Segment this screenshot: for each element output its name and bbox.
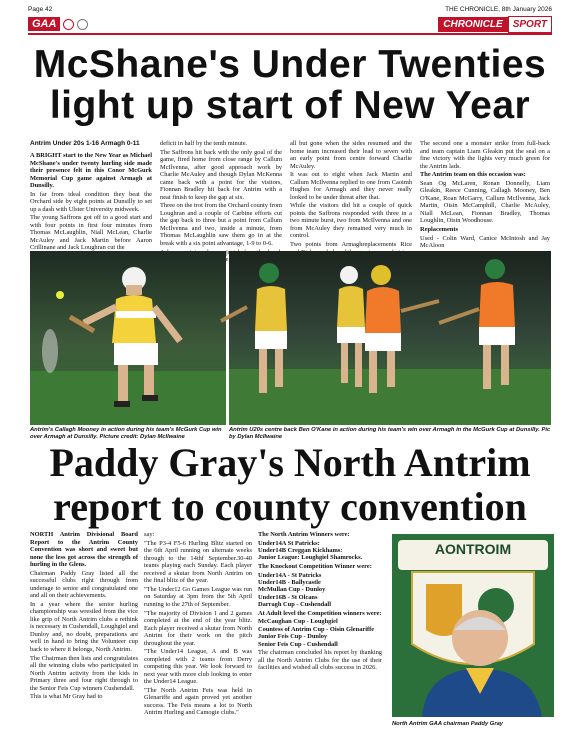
paragraph: The Knockout Competition Winner were: [258,563,372,570]
paragraph: At Adult level the Competition winners were: [258,609,382,617]
paragraph: deficit in half by the tenth minute. [160,140,248,147]
headline-line: Paddy Gray's North Antrim [49,440,531,485]
paragraph: In a year where the senior hurling championship was wrestled from the vice like grip of North Antrim clubs a rethink is necessary in Cushendall, Loughgiel and Dunloy and, no doubt, preparations are well in hand to bring the Volunteer cup back to where it belongs, North Antrim. [30,600,138,653]
headline-line: McShane's Under Twenties [33,43,547,86]
story1-column-1 [30,152,152,252]
issue-date: THE CHRONICLE, 8th January 2026 [445,5,552,13]
story1-column-4 [420,140,550,248]
paragraph: In far from ideal condition they beat the Orchard side by eight points at Dunsilly to set up a dash with Ulster University midweek. [30,190,152,213]
chairman-caption: North Antrim GAA chairman Paddy Gray [392,721,504,727]
list-item: Countess of Antrim Cup - Oisin Glenariffe [258,625,375,633]
photo-caption-left: Antrim's Callagh Mooney in action during his team's McGurk Cup win over Armagh at Dunsilly. Picture credit: Dylan McIlwaine [30,427,222,440]
paragraph: A BRIGHT start to the New Year as Michael McShane's under twenty hurling side made their presence felt in this Conor McGurk Memorial Cup game against Armagh at Dunsilly. [30,152,152,189]
list-item: Under16B - St Olcans [258,593,318,601]
headline-line: report to county convention [53,484,527,529]
paragraph: The Saffrons hit back with the only goal of the game, fired home from close range by Callum McIlvenna, after good approach work by Charlie McAuley and though Dylan McKenna came back with a point for the visitors, Fionnan Bradley hit back for Antrim with a neat finish to keep the gap at six. [160,148,282,201]
paragraph: Replacements [420,226,458,234]
paragraph: Two points from Armaghreplacements Rice [290,241,412,249]
page-header [28,4,552,14]
list-item: Under14A - St Patricks [258,571,322,579]
page-number: Page 42 [28,5,53,13]
player-illustration [30,251,226,425]
hurling-photo-left [30,251,226,425]
list-item: Under14A St Patricks: [258,539,320,547]
paragraph: all but gone when the sides resumed and the home team increased their lead to seven with an early point from centre forward Charlie McAuley. [290,140,412,170]
list-item: Under14B Creggan Kickhams: [258,547,343,554]
paragraph: Used - Colin Ward, Canice McIntosh and Jay McAloon [420,234,550,250]
story1-column-2 [160,140,282,248]
paragraph: This is what Mr Gray had to [30,693,103,701]
gaa-label: GAA [28,17,60,31]
paragraph: The second one a monster strike from full-back and team captain Liam Gleakin put the seal on a fine victory with the lights very much green for the Antrim lads. [420,140,550,170]
list-item: McCaughan Cup - Loughgiel [258,618,338,626]
paragraph: "The North Antrim Feis was held in Glenariffe and again proved yet another success. The Feis means a lot to North Antrim Hurling and Camogie clubs." [144,686,252,717]
paragraph: Three on the trot from the Orchard county from Loughran and a couple of Carbine efforts cut the gap back to three but a point from Callum McIlvenna and two, inside a minute, from Thomas McLaughlin saw them go in at the break with a six point advantage, 1-9 to 0-6. [160,202,282,247]
paragraph: The young Saffrons got off to a good start and with four points in first four minutes from Thomas McLaughlin, Niall McLean, Charlie McAuley and Jack Martin before Aaron Crillinane and Jack Loughran cut the [30,214,152,252]
paragraph: "The majority of Division 1 and 2 games completed at the end of the year blitz. Each player received a skutar from North Antrim for their work on the pitch throughout the year. [144,609,252,647]
list-item: Junior League: Loughgiel Shamrocks. [258,554,363,562]
list-item: Senior Feis Cup - Cushendall [258,640,338,648]
list-item: Under14B - Ballycastle [258,579,321,586]
aontroim-logo-text: AONTROIM [434,541,512,557]
paragraph: The North Antrim Winners were: [258,531,350,538]
story2-headline [18,441,562,529]
match-illustration [229,251,551,425]
story1-headline [20,44,560,126]
story2-column-1 [30,531,138,731]
chronicle-sport-logo [438,16,552,33]
section-bar [28,15,552,35]
sport-label: SPORT [508,16,552,33]
story2-column-2 [144,531,252,731]
paragraph: Chairman Paddy Gray listed all the successful clubs right through from underage to senior and congratulated one and all on their achievements. [30,569,138,600]
story2-column-3 [258,531,382,731]
photo-caption-right: Antrim U20s centre back Ben O'Kane in action during his team's win over Armagh in the McGurk Cup at Dunsilly. Pic by Dylan McIlwaine [229,427,551,440]
football-icon [77,19,88,30]
paragraph: say: [144,531,155,538]
paragraph: Sean Og McLaren, Ronan Donnelly, Liam Gleakin, Reece Cunning, Callagh Mooney, Ben O'Kane, Roan McGarry, Callum McIlvenna, Jack Martin, Oisin McCamphill, Charlie McAuley, Niall McLean, Fionnan Bradley, Thomas Loughlin, Oisin Woodhouse. [420,179,550,225]
story1-column-3 [290,140,412,248]
paragraph: The Chairman then lists and congratulates all the winning clubs who participated in North Antrim activity from the kids in Primary three and four right through to the Senior Feis Cup winners Cushendall. [30,654,138,692]
chronicle-label: CHRONICLE [438,17,507,32]
chairman-photo [392,534,554,717]
sliotar-icon [63,19,74,30]
gaa-logo [28,17,88,31]
list-item: Junior Feis Cup - Dunloy [258,633,328,641]
paragraph: "The Under14 League, A and B was completed with 2 teams from Derry competing this year. We look forward to next year with more club looking to enter the Under14 League. [144,648,252,686]
list-item: McMullan Cup - Dunloy [258,586,326,594]
score-strapline: Antrim Under 20s 1-16 Armagh 0-11 [30,140,140,147]
paragraph: "The Under12 Go Games League was run on Saturday at 3pm from the 5th April running to the 27th of September. [144,585,252,608]
chairman-illustration [392,534,554,717]
headline-line: light up start of New Year [49,84,531,127]
paragraph: "The P3-4 F5-6 Hurling Blitz started on the 6th April running on alternate weeks through to the 14thf September.30-40 teams playing each Sunday. Each player received a skutar from North Antrim on the final blitz of the year. [144,539,252,585]
paragraph: It was out to eight when Jack Martin and Callum McIlvenna replied to one from Caoimh Hughes for Armagh and they never really looked to be under threat after that. [290,171,412,201]
paragraph: The Antrim team on this occasion was: [420,171,526,179]
paragraph: While the visitors did hit a couple of quick points the Saffrons responded with three in a two minute burst, two from McIlvenna and one from McAuley they remained very much in control. [290,202,412,240]
paragraph: The chairman concluded his report by thanking all the North Antrim Clubs for the use of their facilities and wished all clubs success in 2026. [258,649,382,672]
hurling-photo-right [229,251,551,425]
list-item: Darragh Cup - Cushendall [258,601,331,609]
paragraph: NORTH Antrim Divisional Board Report to the Antrim County Convention was short and sweet but none the less got across the strength of hurling in the Glens. [30,531,138,568]
